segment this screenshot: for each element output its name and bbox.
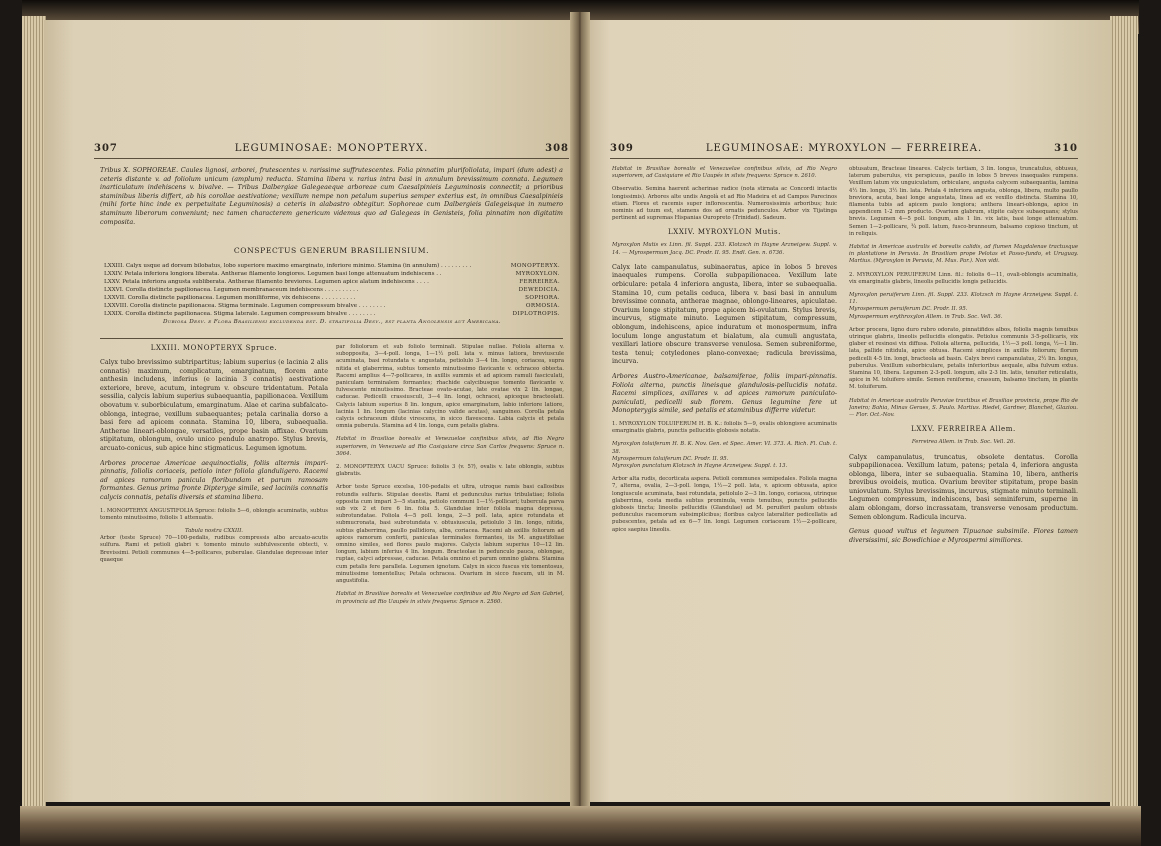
monopteryx-heading: LXXIII. MONOPTERYX Spruce. (150, 344, 278, 352)
right-column-2 (849, 166, 1078, 798)
conspectus-genus: SOPHORA. (525, 295, 560, 301)
ferreirea-heading: LXXV. FERREIREA Allem. (911, 425, 1016, 434)
right-running-title: LEGUMINOSAE: MYROXYLON — FERREIREA. (705, 143, 983, 154)
uacu-diagnosis: 2. MONOPTERYX UACU Spruce: foliolis 3 (v. 5?), ovalis v. late oblongis, subtus glabratis. (336, 464, 564, 478)
left-column-2 (336, 344, 564, 794)
angustifolia-description: Arbor (teste Spruce) 70—100-pedalis, rudibus compressis albo arcuato-acutis sulfura. Rami et petioli glabri v. tomento minuto subfulvescente obtecti, v. Brevissimi. Petioli communes 4—5-pollicares, puberulae. Glandulae depressae inter quaeque (100, 535, 328, 563)
conspectus-entry: LXXIII. Calyx usque ad dorsum bilobatus, lobo superiore maximo emarginato, inferiore minimo. Stamina (in annulum) . . . . . . . . . (104, 263, 472, 269)
toluiferum-description: Arbor alta rudis, decorticata aspera. Petioli communes semipedales. Foliola magna 7, alterna, ovalia, 2—3-poll. longa, 1½—2 poll. lata, v. apicem obtusata, apice longiuscule acuminata, basi rotundata, petiolulo 2—3 lin. longo, coriacea, utrinque glaberrima, costa media subtus prominula, venis tenuibus, punctis pellucidis globosis tincta; lineolis pellucidis (Glandulae) ad M. peruiferi paulum obtusis pedunculus racemorum subsimplicibus; floribus calyce lateraliter pedicellatis ad pubescentes, petala ad ex 6—7 lin. longi. Legumen coriaceum 1½—2-pollicare, apice saepius lineolis. (612, 476, 837, 533)
left-running-head (94, 143, 569, 159)
peruiferum-diagnosis: 2. MYROXYLON PERUIFERUM Linn. fil.: foliolis 6—11, ovali-oblongis acuminatis, vix emarginatis glabris, lineolis pellucidis longis pellucidis. (849, 271, 1078, 285)
left-head-rule (94, 158, 569, 159)
tribe-paragraph-block (100, 166, 563, 236)
ferreirea-description: Calyx campanulatus, truncatus, obsolete dentatus. Corolla subpapilionacea. Vexillum latum, patens; petala 4, inferiora angusta oblonga, libera, inter se subaequalia. Stamina 10, libera, antheris brevibus ovoideis, mutica. Ovarium breviter stipitatum, prope basin uniovulatum. Stylus brevissimus, incurvus, stigmate minuto terminali. Legumen compressum, indehiscens, basi seminiferum, superne in alam oblongam, dorso incrassatam, transverse venosam productum. Semen oblongum. Radicula incurva. (849, 452, 1078, 521)
conspectus-row (104, 310, 560, 318)
right-page-stack (1110, 16, 1138, 806)
conspectus-entry: LXXVIII. Corolla distincte papilionacea. Stigma terminale. Legumen compressum bivalve . . . . . . . . (104, 303, 386, 309)
conspectus-genus: MYROXYLON. (515, 271, 560, 277)
conspectus-genus: DEWEDICIA. (518, 287, 560, 293)
conspectus-rule (100, 338, 563, 339)
conspectus-title: CONSPECTUS GENERUM BRASILIENSIUM. (233, 246, 430, 255)
left-running-title: LEGUMINOSAE: MONOPTERYX. (234, 143, 429, 154)
uacu-description: Arbor teste Spruce excelsa, 100-pedalis et ultra, utroque ramis basi callosibus rotundis sulfuris. Stipulae deestis. Rami et pedunculus rarius tribulatiae; foliola opposita cum impari 3—5 stantia, petiolo communi 1—1½-pollicari; tubercula parva sub vix 2 et fere 6 lin. folia 5. Glandulae inter foliola magna depressa, subrotundatae. Foliola 4—5 poll. longa, 2—3 poll. lata, apice rotundata et submucronata, basi subrotundata v. obtusiuscula, petiolulo 3 lin. longo, nitida, subtus glaberrima, paullo pallidiora, alba, coriacea. Racemi ab axillis foliorum ad apices ramorum conferti, paniculas terminales formantes, iis M. angustifoliae omnino similes, sed flores paulo majores. Calycis labium superius 10—12 lin. longum, labium inferius 4 lin. longum. Bracteolae in pedunculo pauca, oblongae, ruptae, calyci adpressae, caducae. Petala omnino et parum omnino glabra. Stamina cum petalis fere parallela. Legumen ignotum. Calyx in sicco fuscus vix tomentosus, minutissime tomentellus; Petala ochracea. Ovarium in sicco fuscum, uti in M. angustifolia. (336, 484, 564, 585)
right-page-number: 309 (610, 143, 634, 154)
monopteryx-description: Calyx tubo brevissimo subtripartitus; labium superius (e lacinia 2 alis connatis) maximum, complicatum, emarginatum, florem ante anthesin includens, inferius (e lacinia 3 connatis) aestivatione exteriore, breve, acutum, integrum v. obscure tridentatum. Petala sessilia, calycis labium superius subaequantia, papilionacea. Vexillum obovatum v. suborbiculatum, emarginatum. Alae et carina subfalcato-oblonga, integrae, vexillum subaequantes; petala carinalia dorso a basi fere ad apicem connata. Stamina 10, libera, subaequalia. Antherae lineari-oblongae, versatiles, prope basin affixae. Ovarium stipitatum, oblongum, ovulo unico pendulo anatropo. Stylus brevis, arcuato-conicus, sub apice hinc stigmaticus. Legumen ignotum. (100, 358, 328, 452)
conspectus-entry: LXXIV. Petala inferiora longiora liberata. Antherae filamento longiores. Legumen basi longe attenuatum indehiscens . . (104, 271, 442, 277)
right-running-head (610, 143, 1078, 159)
myroxylon-description: Calyx late campanulatus, subinaeratus, apice in lobos 5 breves inaequales rumpens. Corolla subpapilionacea. Vexillum late orbiculare: petala 4 inferiora angusta, libera, inter se subaequalia. Stamina 10, cum petalis ceduca, libera v. basi basi in annulum brevissime connata, antherae magnae, oblongo-lineares, apiculatae. Ovarium longe stipitatum, prope apicem bi-ovulatum. Stylus brevis, incurvus, stigmate minuto. Legumen stipitatum, compressum, oblongum, indehiscens, apice induratum et monospermum, infra loculum longe angustatum et bialatum, ala cumuli angustata, vexillari latiore obscure transverse venulosa. Semen subreniforme, testa tenui; cotyledones plano-convexae; radicula brevissima, incurva. (612, 262, 837, 366)
book-bottom-edge (20, 806, 1141, 846)
conspectus-entry: LXXV. Petala inferiora angusta subliberata. Antherae filamento breviores. Legumen apice alatum indehiscens . . . . (104, 279, 429, 285)
left-page (44, 20, 578, 802)
right-page (582, 20, 1112, 802)
conspectus-entry: Dubiosa Desv. e Flora Brasiliensi excludenda est. D. stratifolia Desv., est planta Angolensis aut Americana. (163, 319, 501, 325)
right-head-rule (610, 158, 1078, 159)
left-page-stack (22, 16, 46, 806)
peruiferum-references: Myroxylon peruiferum Linn. fil. Suppl. 233. Klotzsch in Hayne Arzneigew. Suppl. t. 11. Myrospermum peruiferum DC. Prodr. II. 95. Myrospermum erythroxylon Allem. in Trab. Soc. Vell. 36. (849, 292, 1078, 320)
conspectus-genus: DIPLOTROPIS. (512, 311, 560, 317)
left-page-number-right: 308 (545, 143, 569, 154)
toluiferum-description-cont: obtusatum, Bracteae lineares. Calycis tertiam, 3 lin. longus, truncatulus, obtusus, laterum puberulus, vix perspicuus, paullo in lobos 5 breves inaequales rumpens. Vexillum latum vix unguiculatum, orbiculare, angusta calycem subaequantia, lamina 4½ lin. longa, 3½ lin. lata. Petala 4 inferiora angusta, oblonga, libera, multo paullo breviora, acuta, basi longe angustata, linea ad ex vexillo distincta. Stamina 10, filamenta tubis ad apicem paulo longiora; anthera lineari-oblonga, apice in appendicem 1-2 mm producto. Ovarium glabrum, stipite calyce subaequans; stylus brevis. Legumen 4—5 poll. longum, alis 1 lin. vix latis, basi longe attenuatum. Semen 1—2-pollicare, ¾ poll. latum, fusco-brunneum, balsamo copioso tinctum, ut in reliquis. (849, 166, 1078, 237)
right-column-1 (612, 166, 837, 798)
angustifolia-plate-note: Tabula nostra CXXIII. (185, 527, 243, 534)
conspectus-row (104, 294, 560, 302)
conspectus-row (104, 262, 560, 270)
angustifolia-habitat: Habitat in Brasiliae borealis et Venezuelae confinibus silvis, ad Rio Negro superiorem, in Venezuela ad Rio Casiquiare circa San Carlos frequens: Spruce n. 3064. (336, 436, 564, 457)
myroxylon-habit: Arbores Austro-Americanae, balsamiferae, foliis impari-pinnatis. Foliola alterna, punctis lineisque glandulosis-pellucidis notata. Racemi simplices, axillares v. ad apices ramorum paniculato-paniculati, pedicelli sub florem. Genus legumine fere ut Monopterygis simile, sed petalis et staminibus differre videtur. (612, 371, 837, 415)
ferreirea-remark: Genus quoad vultus et legumen Tipuanae subsimile. Flores tamen diversissimi, sic Bowdichiae e Myrospermi similiores. (849, 527, 1078, 544)
toluiferum-diagnosis: 1. MYROXYLON TOLUIFERUM H. B. K.: foliolis 5—9, ovalis oblongisve acuminatis emarginatis glabris, punctis pellucidis globosis notatis. (612, 420, 837, 435)
left-page-number: 307 (94, 143, 118, 154)
conspectus-row (104, 278, 560, 286)
uacu-habitat: Habitat in Brasiliae borealis et Venezuelae confinibus ad Rio Negro ad San Gabriel, in provincia ad Rio Uaupés in silvis frequens: Spruce n. 2560. (336, 591, 564, 605)
angustifolia-description-cont: par foliolorum et sub foliolo terminali. Stipulae nullae. Foliola alterna v. subopposita, 3—4-poll. longa, 1—1½ poll. lata v. minus latiora, breviuscule acuminata, basi rotundata v. angustata, petiolulo 3—4 lin. longo, coriacea, supra nitida et glaberrima, subtus tomento minutissimo flavicante v. ochraceo obtecta. Racemi amplius 4—7-pollicares, in axillis summis et ad apicem ramuli fasciculati, paniculam terminalem formantes; rhachide calycibusque tomento flavicante v. fulvescente minutissimo. Bracteae ovato-acutae, late ovatae vix 2 lin. longae, caducae. Pedicelli crassiusculi, 3—4 lin. longi, ochracei, apiceque bracteolati. Calycis labium superius 8 lin. longum, apice emarginatum, labio inferiore latiore, lacinia 1 lin. longum (lacinias calycino valide acutas), sanguineo. Corolla petala calycis ochraceum dilute virescens, in sicco flavescens. Labia calycis et petala omnia puberula. Stamina ad 4 lin. longa, cum petalis glabra. (336, 344, 564, 430)
myroxylon-references: Myroxylon Mutis ex Linn. fil. Suppl. 233. Klotzsch in Hayne Arzneigew. Suppl. v. 14. — Myrospermum Jacq. DC. Prodr. II. 95. Endl. Gen. n. 6736. (612, 242, 837, 256)
tribe-paragraph: Tribus X. SOPHOREAE. Caules lignosi, arborei, frutescentes v. rarissime suffrutescentes. Folia pinnatim plurifoliolata, impari (dum adest) a ceteris distante v. ad foliolum unicum (amplum) reducta. Stamina libera v. rarius intra basi in annulum brevissimum connata. Legumen inarticulatum indehiscens v. bivalve. — Tribus Dalbergiae Galegeaeque arboreae cum Caesalpinieis Leguminosis connectit; a prioribus staminibus liberis differt, ab his corollae aestivatione; vexillum nempe non petalum superius semper exterius est, in omnibus Caesalpinieis (mihi forte hinc inde ex perpetuitate Leguminosis) a ceteris in alabastro obtegitur. Sophoreae cum Dalbergieis Galegeisque in numero staminum liberorum conveniunt; nec tamen characterem genericum videmus quo ad Galegeas in Genisteis, folia pinnatim non digitatim composita. (100, 166, 563, 226)
observatio-note: Observatio. Semina haerent acherinae radice (nota stirnata ac Concordi intactis longissimis). Arbores alte undis Angolà et ad Rio Madeira et ad Campos Parecinos etiam. Flores et racemis super inflorescentia. Numerosissimis arboribus; huic nominis ad tuum est, stamens dos ad ornatis pedunculos. Arbor vix Tijatinga pertinent ad supremas Hispanias Ouropreto (Trinidad). Sadeum. (612, 186, 837, 222)
book-gutter (570, 12, 590, 812)
conspectus-entry: LXXVI. Corolla distincte papilionacea. Legumen membranaceum indehiscens . . . . . . . . . . (104, 287, 359, 293)
peruiferum-description: Arbor procera, ligno duro rubro odorato, pinnatifidos albos, foliolis magnis tenuibus utrinque glabris, lineolis pellucidis elongatis. Petiolus communis 3-5-pollicaris, vix glaber et resinosi vix diffusa. Foliola alterna, pellucida, 1½—3 poll. longa, ½—1 lin. lata, pallide nitidula, apice obtusa. Racemi simplices in axillis foliorum; florum pedicelli 4-5 lin. longi, bracteola ad basin. Calyx brevi campanulatus, 2½ lin. longus, puberulus. Vexillum suborbiculare, petalis inferioribus aequale, alba fulvum extus. Stamina 10, libera. Legumen 2-3-poll. longum, alis 2-3 lin. latis, tenuiter reticulatis, apice in M. toluifero simile. Semen reniforme, crassum, balsamo tinctum, in plantis M. toluiferum. (849, 326, 1078, 391)
peruiferum-habitat: Habitat in Americae australis Peruviae tractibus et Brasiliae provincia, prope Rio de Janeiro; Bahia, Minas Geraes, S. Paulo. Martius. Riedel, Gardner, Blanchet, Glaziou. — Flor. Oct.-Nov. (849, 397, 1078, 419)
conspectus-title-block (100, 246, 563, 258)
conspectus-list (104, 262, 560, 326)
myroxylon-heading: LXXIV. MYROXYLON Mutis. (667, 228, 782, 237)
toluiferum-habitat: Habitat in Americae australis et borealis calidis, ad flumen Magdalenae tractusque in plantatione in Peruvia. In Brasiliam prope Pelotas et Passo-fundo, et Uruguay. Martius. (Myroxylon in Peruvia, M. Mus. Par.). Non vidi. (849, 244, 1078, 265)
conspectus-key (104, 262, 560, 332)
right-page-number-right: 310 (1054, 143, 1078, 154)
conspectus-row (104, 302, 560, 310)
left-column-1 (100, 344, 328, 794)
toluiferum-references: Myroxylon toluiferum H. B. K. Nov. Gen. et Spec. Amer. VI. 373. A. Rich. Fl. Cub. t. 38. Myrospermum toluiferum DC. Prodr. II. 95. Myroxylon punctatum Klotzsch in Hayne Arzneigew. Suppl. t. 13. (612, 441, 837, 469)
conspectus-genus: MONOPTERYX. (510, 263, 560, 269)
uacu-habitat-cont: Habitat in Brasiliae borealis et Venezuelae confinibus silvis, ad Rio Negro superiorem, ad Casiquiare et Rio Uaupés in silvis frequens: Spruce n. 2610. (612, 166, 837, 180)
angustifolia-diagnosis: 1. MONOPTERYX ANGUSTIFOLIA Spruce: foliolis 5—6, oblongis acuminatis, subtus tomento minutissimo, foliolis 1 attenuatis. (100, 507, 328, 521)
conspectus-entry: LXXVII. Corolla distincte papilionacea. Legumen moniliforme, vix dehiscens . . . . . . . . . . (104, 295, 356, 301)
conspectus-genus: FERREIREA. (519, 279, 560, 285)
conspectus-row (104, 286, 560, 294)
conspectus-entry: LXXIX. Corolla distincte papilionacea. Stigma laterale. Legumen compressum bivalve . . . . . . . . (104, 311, 376, 317)
ferreirea-references: Ferreirea Allem. in Trab. Soc. Vell. 26. (911, 439, 1016, 446)
conspectus-row (104, 318, 560, 326)
monopteryx-habit: Arbores procerae Americae aequinoctialis, foliis alternis impari-pinnatis, foliolis coriaceis, petiolo inter foliola glanduligero. Racemi ad apices ramorum panicula floribundam et parum ramosam formantes. Genus prima fronte Dipteryge simile, sed laciniis connatis calycis connatis, petalis diversis et stamina libera. (100, 458, 328, 501)
conspectus-row (104, 270, 560, 278)
conspectus-genus: ORMOSIA. (525, 303, 560, 309)
